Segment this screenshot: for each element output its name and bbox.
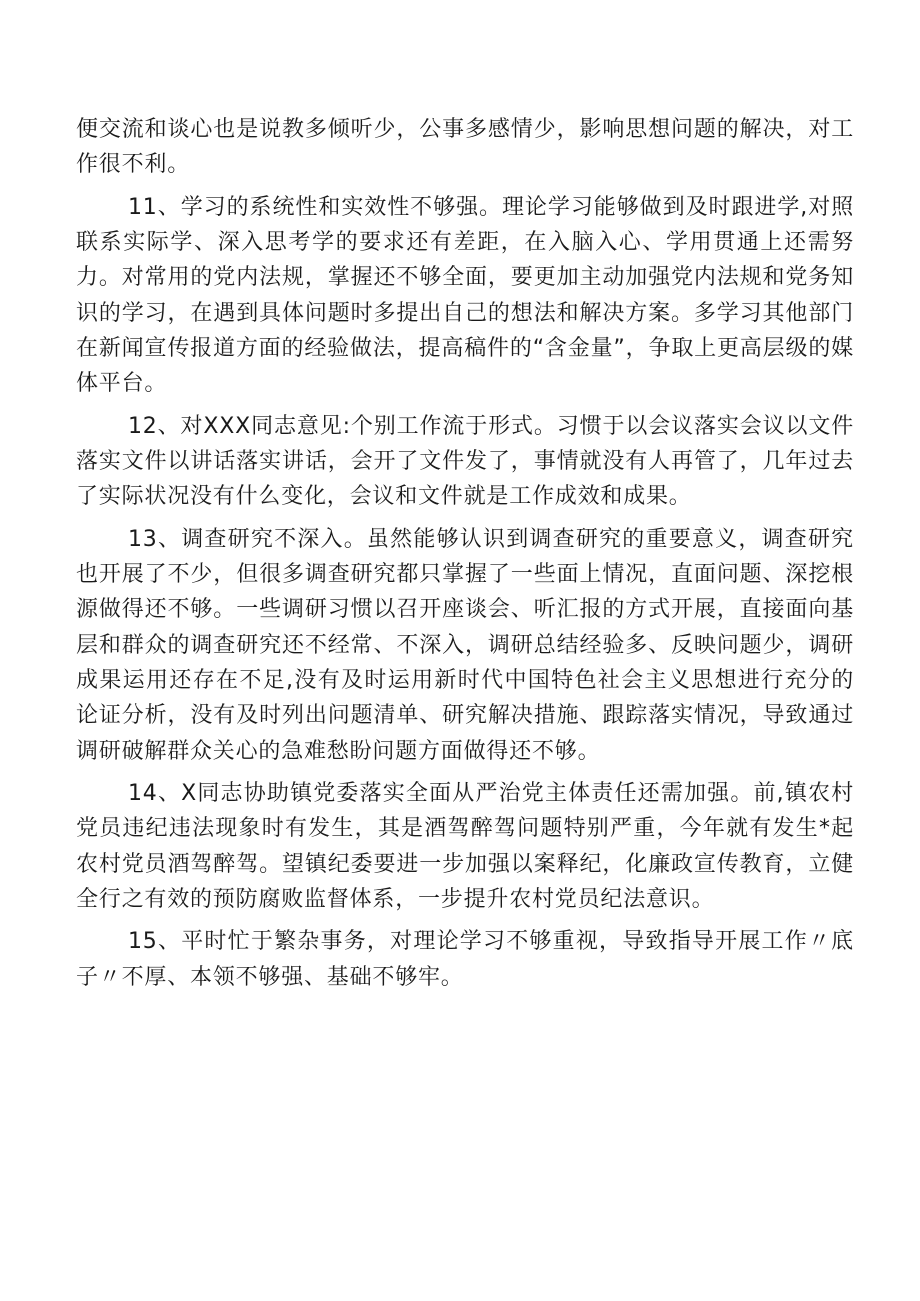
paragraph-item-12: 12、对XXX同志意见:个别工作流于形式。习惯于以会议落实会议以文件落实文件以讲话落实讲话，会开了文件发了，事情就没有人再管了，几年过去了实际状况没有什么变化，会议和文件就是工作成效和成果。	[76, 413, 854, 510]
document-body	[76, 112, 854, 1002]
paragraph-item-13: 13、调查研究不深入。虽然能够认识到调查研究的重要意义，调查研究也开展了不少，但很多调查研究都只掌握了一些面上情况，直面问题、深挖根源做得还不够。一些调研习惯以召开座谈会、听汇报的方式开展，直接面向基层和群众的调查研究还不经常、不深入，调研总结经验多、反映问题少，调研成果运用还存在不足,没有及时运用新时代中国特色社会主义思想进行充分的论证分析，没有及时列出问题清单、研究解决措施、跟踪落实情况，导致通过调研破解群众关心的急难愁盼问题方面做得还不够。	[76, 526, 854, 764]
paragraph-item-11: 11、学习的系统性和实效性不够强。理论学习能够做到及时跟进学,对照联系实际学、深入思考学的要求还有差距，在入脑入心、学用贯通上还需努力。对常用的党内法规，掌握还不够全面，要更加主动加强党内法规和党务知识的学习，在遇到具体问题时多提出自己的想法和解决方案。多学习其他部门在新闻宣传报道方面的经验做法，提高稿件的“含金量”，争取上更高层级的媒体平台。	[76, 194, 854, 397]
paragraph-item-14: 14、X同志协助镇党委落实全面从严治党主体责任还需加强。前,镇农村党员违纪违法现象时有发生，其是酒驾醉驾问题特别严重，今年就有发生*起农村党员酒驾醉驾。望镇纪委要进一步加强以案释纪，化廉政宣传教育，立健全行之有效的预防腐败监督体系，一步提升农村党员纪法意识。	[76, 781, 854, 912]
paragraph-item-15: 15、平时忙于繁杂事务，对理论学习不够重视，导致指导开展工作〃底子〃不厚、本领不够强、基础不够牢。	[76, 929, 854, 990]
paragraph-continuation: 便交流和谈心也是说教多倾听少，公事多感情少，影响思想问题的解决，对工作很不利。	[76, 117, 854, 178]
